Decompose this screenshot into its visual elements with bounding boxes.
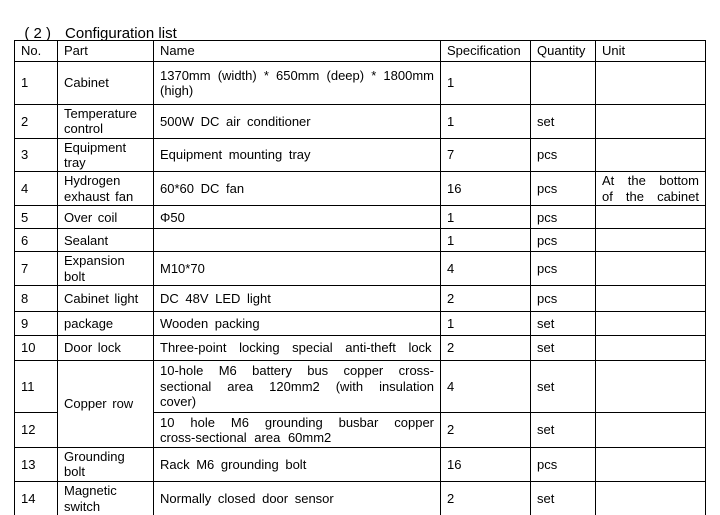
cell-name: 1370mm (width) * 650mm (deep) * 1800mm (high) (154, 62, 441, 105)
cell-qty: pcs (531, 138, 596, 172)
cell-unit (596, 481, 706, 515)
cell-unit (596, 62, 706, 105)
cell-qty: pcs (531, 447, 596, 481)
cell-name: M10*70 (154, 252, 441, 286)
cell-no: 12 (15, 412, 58, 447)
cell-no: 14 (15, 481, 58, 515)
cell-qty: pcs (531, 172, 596, 206)
cell-qty: pcs (531, 206, 596, 229)
cell-unit (596, 206, 706, 229)
cell-name: 10 hole M6 grounding busbar copper cross-sectional area 60mm2 (154, 412, 441, 447)
cell-part: Cabinet light (58, 285, 154, 311)
cell-qty: set (531, 360, 596, 412)
cell-unit (596, 229, 706, 252)
cell-unit (596, 335, 706, 360)
cell-part: Expansion bolt (58, 252, 154, 286)
cell-part-copper-row: Copper row (58, 360, 154, 447)
cell-qty: set (531, 105, 596, 139)
cell-no: 7 (15, 252, 58, 286)
cell-part: Over coil (58, 206, 154, 229)
cell-spec: 16 (441, 172, 531, 206)
cell-no: 11 (15, 360, 58, 412)
cell-qty: pcs (531, 285, 596, 311)
cell-no: 4 (15, 172, 58, 206)
cell-spec: 7 (441, 138, 531, 172)
cell-spec: 2 (441, 285, 531, 311)
cell-spec: 1 (441, 229, 531, 252)
title-text: Configuration list (65, 25, 177, 42)
table-row (15, 172, 706, 206)
table-row (15, 447, 706, 481)
header-part: Part (58, 41, 154, 62)
cell-no: 5 (15, 206, 58, 229)
cell-spec: 2 (441, 335, 531, 360)
cell-no: 6 (15, 229, 58, 252)
cell-part: Grounding bolt (58, 447, 154, 481)
cell-no: 1 (15, 62, 58, 105)
cell-unit (596, 311, 706, 335)
table-row (15, 311, 706, 335)
header-no: No. (15, 41, 58, 62)
cell-name: 500W DC air conditioner (154, 105, 441, 139)
cell-unit (596, 138, 706, 172)
cell-unit (596, 412, 706, 447)
cell-qty: set (531, 412, 596, 447)
table-row (15, 206, 706, 229)
cell-name: Φ50 (154, 206, 441, 229)
cell-name: Wooden packing (154, 311, 441, 335)
cell-part: Equipment tray (58, 138, 154, 172)
cell-spec: 4 (441, 360, 531, 412)
cell-qty: set (531, 335, 596, 360)
cell-part: Magnetic switch (58, 481, 154, 515)
cell-spec: 1 (441, 206, 531, 229)
header-unit: Unit (596, 41, 706, 62)
cell-spec: 16 (441, 447, 531, 481)
table-row (15, 105, 706, 139)
cell-unit: At the bottom of the cabinet (596, 172, 706, 206)
cell-qty: pcs (531, 229, 596, 252)
cell-name: Rack M6 grounding bolt (154, 447, 441, 481)
cell-spec: 2 (441, 412, 531, 447)
table-row (15, 360, 706, 412)
cell-spec: 1 (441, 62, 531, 105)
cell-unit (596, 105, 706, 139)
table-row (15, 138, 706, 172)
table-row (15, 62, 706, 105)
cell-name: Three-point locking special anti-theft lock (154, 335, 441, 360)
table-row (15, 229, 706, 252)
page-title (16, 8, 177, 42)
cell-unit (596, 285, 706, 311)
cell-part: Cabinet (58, 62, 154, 105)
cell-qty: set (531, 481, 596, 515)
cell-unit (596, 360, 706, 412)
header-name: Name (154, 41, 441, 62)
title-number: ( 2 ) (24, 25, 52, 42)
cell-qty: pcs (531, 252, 596, 286)
cell-unit (596, 252, 706, 286)
cell-no: 8 (15, 285, 58, 311)
cell-part: package (58, 311, 154, 335)
cell-no: 9 (15, 311, 58, 335)
cell-part: Sealant (58, 229, 154, 252)
table-row (15, 252, 706, 286)
cell-no: 2 (15, 105, 58, 139)
cell-spec: 1 (441, 105, 531, 139)
header-quantity: Quantity (531, 41, 596, 62)
cell-part: Hydrogen exhaust fan (58, 172, 154, 206)
cell-spec: 1 (441, 311, 531, 335)
configuration-table (14, 40, 706, 515)
cell-qty (531, 62, 596, 105)
cell-no: 10 (15, 335, 58, 360)
cell-name: Normally closed door sensor (154, 481, 441, 515)
cell-spec: 2 (441, 481, 531, 515)
cell-no: 3 (15, 138, 58, 172)
cell-name: Equipment mounting tray (154, 138, 441, 172)
cell-part: Door lock (58, 335, 154, 360)
table-row (15, 335, 706, 360)
cell-name: 60*60 DC fan (154, 172, 441, 206)
cell-spec: 4 (441, 252, 531, 286)
cell-qty: set (531, 311, 596, 335)
table-row (15, 481, 706, 515)
header-specification: Specification (441, 41, 531, 62)
cell-unit (596, 447, 706, 481)
cell-name (154, 229, 441, 252)
cell-name: 10-hole M6 battery bus copper cross-sectional area 120mm2 (with insulation cover) (154, 360, 441, 412)
cell-part: Temperature control (58, 105, 154, 139)
cell-name: DC 48V LED light (154, 285, 441, 311)
cell-no: 13 (15, 447, 58, 481)
table-row (15, 285, 706, 311)
header-row (15, 41, 706, 62)
